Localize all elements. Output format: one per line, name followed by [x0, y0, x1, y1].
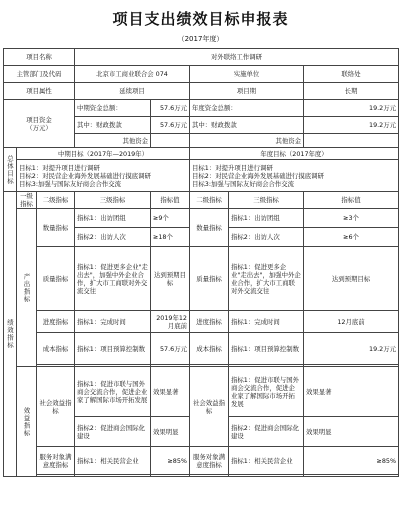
progress-label-year: 进度指标 [190, 311, 229, 333]
year-goal-item: 目标3:加强与国际友好商会合作交流 [192, 179, 295, 188]
cost-item-year: 指标1：项目预算控制数 [229, 333, 304, 365]
goals-side-label: 总体目标 [4, 148, 17, 192]
progress-item-year: 指标1：完成时间 [229, 311, 304, 333]
unit-label: 实施单位 [190, 66, 304, 83]
year-goal-item: 目标1：对提升项目进行调研 [192, 163, 273, 172]
year-goal-item: 目标2：对民营企业海外发展基础进行摸底调研 [192, 171, 324, 180]
report-table [3, 48, 399, 477]
mid-goal-item: 目标3:加强与国际友好商会合作交流 [19, 179, 122, 188]
satisfaction-value-year: ≥85% [304, 447, 399, 475]
quality-value-year: 达到预期目标 [304, 247, 399, 311]
social-item-year: 指标1：促进市联与国外商会交流合作，促进企业家了解国际市场开拓发展 [229, 367, 304, 417]
output-indicator-label: 产出指标 [17, 209, 37, 367]
qty-value: ≥18个 [151, 228, 190, 247]
cost-item: 指标1：项目预算控制数 [75, 333, 151, 365]
social-item-year: 指标2：促进商会国际化建设 [229, 417, 304, 447]
mid-goal-item: 目标2：对民营企业海外发展基础进行摸底调研 [19, 171, 151, 180]
satisfaction-item-year: 指标1：相关民营企业 [229, 447, 304, 475]
period-label: 项目期 [190, 83, 304, 100]
header-level1: 一级指标 [17, 192, 37, 209]
fund-label: 项目资金 （万元） [4, 100, 75, 148]
satisfaction-label-year: 服务对象满意度指标 [190, 447, 229, 475]
mid-goals [17, 160, 190, 192]
progress-value-year: 12月底前 [304, 311, 399, 333]
qty-value-year: ≥6个 [304, 228, 399, 247]
social-value-year: 效果明显 [304, 417, 399, 447]
mid-fin-label: 其中：财政拨款 [75, 117, 151, 134]
year-fin-label: 其中：财政拨款 [190, 117, 304, 134]
satisfaction-item: 指标1：相关民营企业 [75, 447, 151, 475]
header-level2: 二级指标 [37, 192, 75, 209]
quality-value: 达到预期目标 [151, 247, 190, 311]
quality-item-year: 指标1：促进更多企业"走出去"，加强中外企业合作，扩大市工商联对外交流交往 [229, 247, 304, 311]
year-goals [190, 160, 399, 192]
indicators-side-label: 绩效指标 [4, 192, 17, 477]
social-value: 效果明显 [151, 417, 190, 447]
cost-label: 成本指标 [37, 333, 75, 365]
year-total-label: 年度资金总额： [190, 100, 304, 117]
qty-item: 指标1：出访团组 [75, 209, 151, 228]
progress-value: 2019年12月底前 [151, 311, 190, 333]
qty-label-year: 数量指标 [190, 209, 229, 247]
mid-goal-header: 中期目标（2017年—2019年） [17, 148, 190, 160]
header-level3-year: 三级指标 [229, 192, 304, 209]
mid-total-label: 中期资金总额： [75, 100, 151, 117]
mid-goal-item: 目标1：对提升项目进行调研 [19, 163, 100, 172]
cost-value: 57.6万元 [151, 333, 190, 365]
unit-value: 联络处 [304, 66, 399, 83]
header-level3: 三级指标 [75, 192, 151, 209]
effect-indicator-label: 效益指标 [17, 367, 37, 477]
dept-value: 北京市工商业联合会 074 [75, 66, 190, 83]
social-value: 效果显著 [151, 367, 190, 417]
mid-total-value: 57.6万元 [151, 100, 190, 117]
page-title: 项目支出绩效目标申报表 [112, 10, 289, 28]
attr-label: 项目属性 [4, 83, 75, 100]
social-item: 指标1：促进市联与国外商会交流合作，促进企业家了解国际市场开拓发展 [75, 367, 151, 417]
quality-label-year: 质量指标 [190, 247, 229, 311]
social-label: 社会效益指标 [37, 367, 75, 447]
report-year: （2017年度） [177, 35, 224, 43]
mid-other-value [151, 134, 190, 148]
quality-item: 指标1：促进更多企业"走出去"，加强中外企业合作，扩大市工商联对外交流交往 [75, 247, 151, 311]
project-name-value: 对外联络工作调研 [75, 49, 399, 66]
year-fin-value: 19.2万元 [304, 117, 399, 134]
progress-label: 进度指标 [37, 311, 75, 333]
mid-fin-value: 57.6万元 [151, 117, 190, 134]
cost-value-year: 19.2万元 [304, 333, 399, 365]
year-total-value: 19.2万元 [304, 100, 399, 117]
header-level2-year: 二级指标 [190, 192, 229, 209]
satisfaction-value: ≥85% [151, 447, 190, 475]
qty-item-year: 指标1：出访团组 [229, 209, 304, 228]
social-item: 指标2：促进商会国际化建设 [75, 417, 151, 447]
quality-label: 质量指标 [37, 247, 75, 311]
year-other-value [304, 134, 399, 148]
period-value: 长期 [304, 83, 399, 100]
header-value: 指标值 [151, 192, 190, 209]
year-other-label: 其他资金 [190, 134, 304, 148]
cost-label-year: 成本指标 [190, 333, 229, 365]
social-value-year: 效果显著 [304, 367, 399, 417]
qty-value-year: ≥3个 [304, 209, 399, 228]
satisfaction-label: 服务对象满意度指标 [37, 447, 75, 475]
qty-item-year: 指标2：出访人次 [229, 228, 304, 247]
qty-label: 数量指标 [37, 209, 75, 247]
header-value-year: 指标值 [304, 192, 399, 209]
mid-other-label: 其他资金 [75, 134, 151, 148]
year-goal-header: 年度目标（2017年度） [190, 148, 399, 160]
dept-label: 主管部门及代码 [4, 66, 75, 83]
social-label-year: 社会效益指标 [190, 367, 229, 447]
progress-item: 指标1：完成时间 [75, 311, 151, 333]
qty-value: ≥9个 [151, 209, 190, 228]
attr-value: 延续项目 [75, 83, 190, 100]
project-name-label: 项目名称 [4, 49, 75, 66]
qty-item: 指标2：出访人次 [75, 228, 151, 247]
